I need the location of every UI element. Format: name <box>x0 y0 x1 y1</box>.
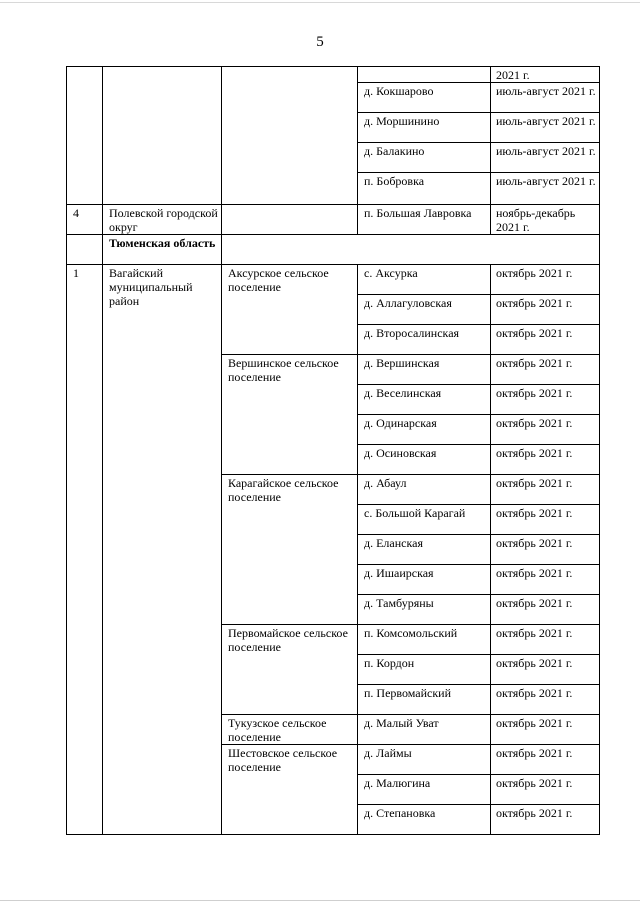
date-cell: октябрь 2021 г. <box>491 325 600 355</box>
date-cell: октябрь 2021 г. <box>491 415 600 445</box>
date-cell: июль-август 2021 г. <box>491 173 600 205</box>
locality-cell: с. Аксурка <box>358 265 491 295</box>
locality-cell: п. Большая Лавровка <box>358 205 491 235</box>
locality-cell: д. Кокшарово <box>358 83 491 113</box>
locality-cell: п. Комсомольский <box>358 625 491 655</box>
settlement-cell <box>222 67 358 205</box>
row-number-cell <box>67 67 103 205</box>
locality-cell: д. Лаймы <box>358 745 491 775</box>
locality-cell: д. Вершинская <box>358 355 491 385</box>
region-cell: Вагайский муниципальный район <box>103 265 222 835</box>
date-cell: ноябрь-декабрь 2021 г. <box>491 205 600 235</box>
date-cell: октябрь 2021 г. <box>491 475 600 505</box>
date-cell: июль-август 2021 г. <box>491 113 600 143</box>
page-number: 5 <box>316 34 324 50</box>
date-cell: июль-август 2021 г. <box>491 143 600 173</box>
locality-cell: д. Тамбуряны <box>358 595 491 625</box>
locality-cell: д. Второсалинская <box>358 325 491 355</box>
date-cell: 2021 г. <box>491 67 600 83</box>
date-cell: октябрь 2021 г. <box>491 385 600 415</box>
date-cell: октябрь 2021 г. <box>491 445 600 475</box>
locality-cell: д. Малюгина <box>358 775 491 805</box>
date-cell: октябрь 2021 г. <box>491 565 600 595</box>
settlement-cell <box>222 205 358 235</box>
locality-cell: д. Ишаирская <box>358 565 491 595</box>
settlement-cell: Вершинское сельское поселение <box>222 355 358 475</box>
table-row <box>67 67 600 83</box>
scan-edge-top <box>0 2 640 3</box>
table-row <box>67 265 600 295</box>
locality-cell: д. Осиновская <box>358 445 491 475</box>
date-cell: октябрь 2021 г. <box>491 775 600 805</box>
date-cell: июль-август 2021 г. <box>491 83 600 113</box>
date-cell: октябрь 2021 г. <box>491 265 600 295</box>
locality-cell: п. Кордон <box>358 655 491 685</box>
date-cell: октябрь 2021 г. <box>491 505 600 535</box>
locality-cell: д. Моршинино <box>358 113 491 143</box>
locality-cell: д. Абаул <box>358 475 491 505</box>
date-cell: октябрь 2021 г. <box>491 805 600 835</box>
locality-cell: д. Одинарская <box>358 415 491 445</box>
region-heading: Тюменская область <box>103 235 222 265</box>
settlement-cell: Тукузское сельское поселение <box>222 715 358 745</box>
region-cell <box>103 67 222 205</box>
date-cell: октябрь 2021 г. <box>491 715 600 745</box>
locality-cell <box>358 67 491 83</box>
date-cell: октябрь 2021 г. <box>491 535 600 565</box>
date-cell: октябрь 2021 г. <box>491 685 600 715</box>
locality-cell: д. Веселинская <box>358 385 491 415</box>
settlement-cell: Аксурское сельское поселение <box>222 265 358 355</box>
schedule-table <box>66 66 600 835</box>
locality-cell: д. Аллагуловская <box>358 295 491 325</box>
settlement-cell: Первомайское сельское поселение <box>222 625 358 715</box>
empty-merged-cell <box>222 235 600 265</box>
table-row <box>67 235 600 265</box>
locality-cell: п. Бобровка <box>358 173 491 205</box>
locality-cell: с. Большой Карагай <box>358 505 491 535</box>
locality-cell: д. Степановка <box>358 805 491 835</box>
locality-cell: д. Еланская <box>358 535 491 565</box>
row-number-cell: 4 <box>67 205 103 235</box>
date-cell: октябрь 2021 г. <box>491 625 600 655</box>
date-cell: октябрь 2021 г. <box>491 295 600 325</box>
settlement-cell: Карагайское сельское поселение <box>222 475 358 625</box>
locality-cell: п. Первомайский <box>358 685 491 715</box>
settlement-cell: Шестовское сельское поселение <box>222 745 358 835</box>
region-cell: Полевской городской округ <box>103 205 222 235</box>
locality-cell: д. Балакино <box>358 143 491 173</box>
table-row <box>67 205 600 235</box>
date-cell: октябрь 2021 г. <box>491 655 600 685</box>
scan-edge-bottom <box>0 900 640 901</box>
date-cell: октябрь 2021 г. <box>491 355 600 385</box>
row-number-cell <box>67 235 103 265</box>
locality-cell: д. Малый Уват <box>358 715 491 745</box>
date-cell: октябрь 2021 г. <box>491 745 600 775</box>
row-number-cell: 1 <box>67 265 103 835</box>
date-cell: октябрь 2021 г. <box>491 595 600 625</box>
